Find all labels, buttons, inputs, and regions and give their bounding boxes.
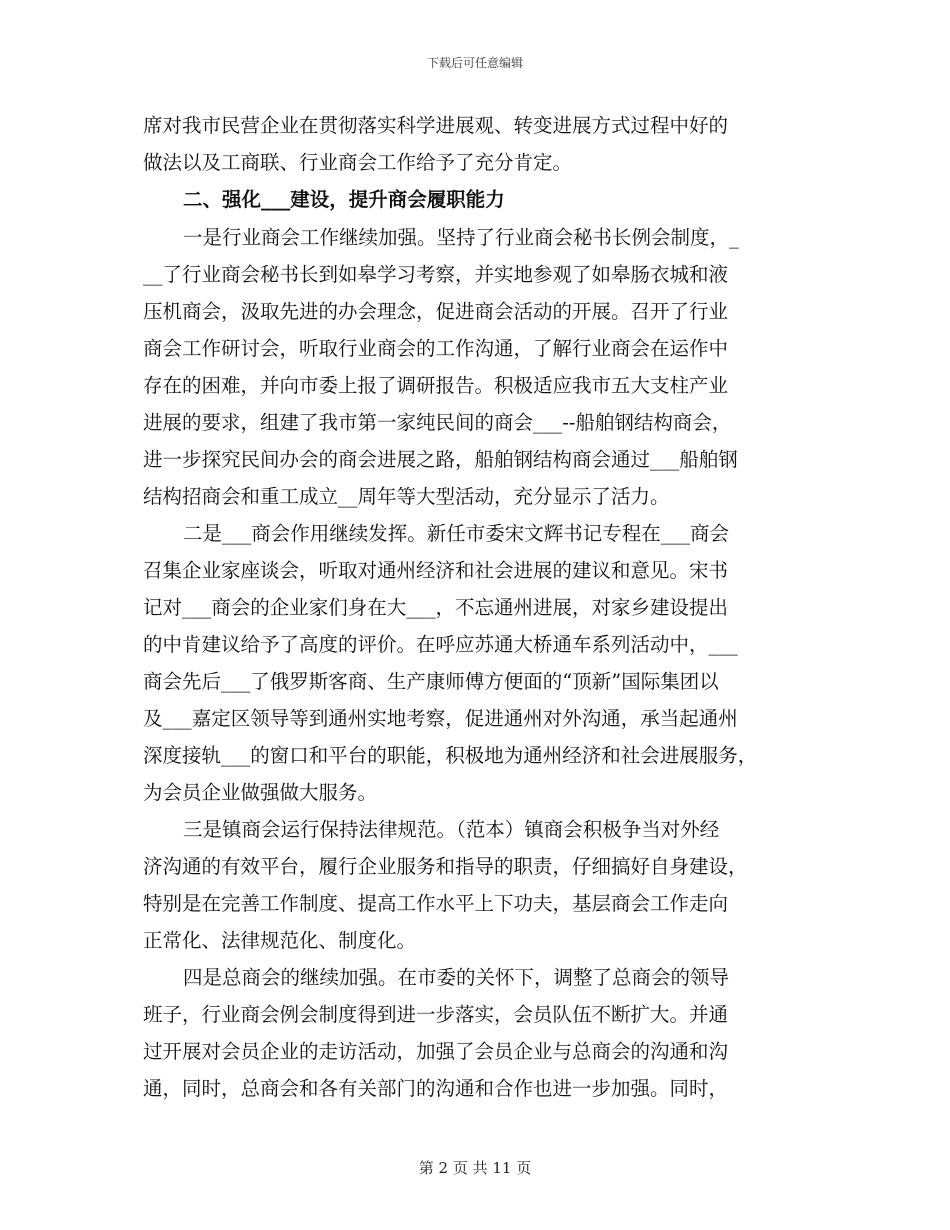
body-line: 做法以及工商联、行业商会工作给予了充分肯定。 — [143, 151, 573, 174]
page-number-footer: 第 2 页 共 11 页 — [418, 1159, 532, 1177]
body-line: 进展的要求，组建了我市第一家纯民间的商会___--船舶钢结构商会， — [143, 411, 732, 434]
body-line: 通，同时，总商会和各有关部门的沟通和合作也进一步加强。同时， — [143, 1077, 729, 1100]
body-line: 深度接轨___的窗口和平台的职能，积极地为通州经济和社会进展服务， — [143, 744, 758, 767]
paragraph-start-line: 三是镇商会运行保持法律规范。（范本）镇商会积极争当对外经 — [183, 818, 720, 841]
body-line: 记对___商会的企业家们身在大___，不忘通州进展，对家乡建设提出 — [143, 596, 729, 619]
body-line: 商会先后___了俄罗斯客商、生产康师傅方便面的“顶新”国际集团以 — [143, 670, 719, 693]
paragraph-start-line: 一是行业商会工作继续加强。坚持了行业商会秘书长例会制度，_ — [183, 226, 739, 249]
body-line: 结构招商会和重工成立__周年等大型活动，充分显示了活力。 — [143, 485, 670, 508]
body-line: 特别是在完善工作制度、提高工作水平上下功夫，基层商会工作走向 — [143, 892, 729, 915]
body-line: 的中肯建议给予了高度的评价。在呼应苏通大桥通车系列活动中，___ — [143, 633, 738, 656]
section-heading: 二、强化___建设，提升商会履职能力 — [183, 188, 505, 211]
body-line: 济沟通的有效平台，履行企业服务和指导的职责，仔细搞好自身建设， — [143, 855, 748, 878]
body-line: 班子，行业商会例会制度得到进一步落实，会员队伍不断扩大。并通 — [143, 1003, 729, 1026]
body-line: 召集企业家座谈会，听取对通州经济和社会进展的建议和意见。宋书 — [143, 559, 729, 582]
body-line: 席对我市民营企业在贯彻落实科学进展观、转变进展方式过程中好的 — [143, 114, 729, 137]
body-line: 为会员企业做强做大服务。 — [143, 781, 378, 804]
body-line: 商会工作研讨会，听取行业商会的工作沟通，了解行业商会在运作中 — [143, 337, 729, 360]
body-line: 正常化、法律规范化、制度化。 — [143, 929, 417, 952]
body-line: 过开展对会员企业的走访活动，加强了会员企业与总商会的沟通和沟 — [143, 1040, 729, 1063]
paragraph-start-line: 二是___商会作用继续发挥。新任市委宋文辉书记专程在___商会 — [183, 522, 730, 545]
body-line: 进一步探究民间办会的商会进展之路，船舶钢结构商会通过___船舶钢 — [143, 448, 738, 471]
paragraph-start-line: 四是总商会的继续加强。在市委的关怀下，调整了总商会的领导 — [183, 966, 730, 989]
body-line: 及___嘉定区领导等到通州实地考察，促进通州对外沟通，承当起通州 — [143, 707, 738, 730]
body-line: __了行业商会秘书长到如皋学习考察，并实地参观了如皋肠衣城和液 — [143, 263, 729, 286]
body-line: 存在的困难，并向市委上报了调研报告。积极适应我市五大支柱产业 — [143, 374, 729, 397]
body-line: 压机商会，汲取先进的办会理念，促进商会活动的开展。召开了行业 — [143, 300, 729, 323]
page-header-note: 下载后可任意编辑 — [426, 56, 523, 70]
